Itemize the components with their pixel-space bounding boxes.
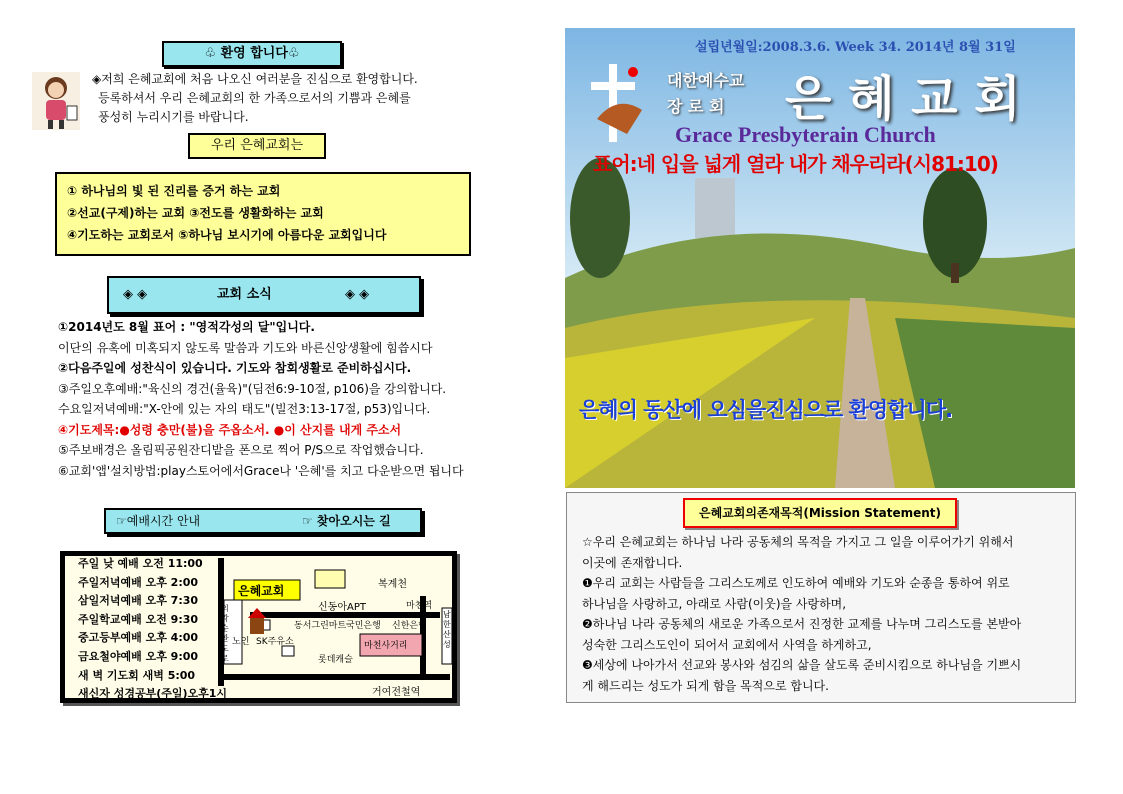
map-label: 마천사거리 (364, 641, 408, 651)
map-label: 국민은행 (346, 621, 381, 631)
mission-line: ❸세상에 나아가서 선교와 봉사와 섬김의 삶을 살도록 준비시킴으로 하나님을 기쁘시 (582, 658, 1022, 672)
news-item: 수요일저녁예배:"X-안에 있는 자의 태도"(빌전3:13-17절, p53)입니다. (58, 402, 431, 416)
mission-line: 하나님을 사랑하고, 아래로 사람(이웃)을 사랑하며, (582, 596, 847, 611)
cover-image (565, 28, 1075, 488)
welcome-text (92, 70, 418, 127)
worship-times-label: ☞예배시간 안내 (116, 514, 201, 528)
schedule-row: 주일저녁예배 오후 2:00 (78, 575, 199, 589)
schedule-row: 삼일저녁예배 오후 7:30 (78, 594, 199, 608)
news-item: ⑥교회'앱'설치방법:play스토어에서Grace나 '은혜'를 치고 다운받으면 됩니다 (58, 463, 464, 478)
value-item: ④기도하는 교회로서 ⑤하나님 보시기에 아름다운 교회입니다 (67, 228, 387, 242)
mission-line: ❷하나님 나라 공동체의 새로운 가족으로서 진정한 교제를 나누며 그리스도를 본받아 (582, 617, 1022, 631)
church-values-box (55, 172, 471, 256)
map-label: 신한은행 (392, 621, 427, 631)
map-label: 남한산성 (443, 610, 451, 649)
news-item: 이단의 유혹에 미혹되지 않도록 말씀과 기도와 바른신앙생활에 힘씁시다 (58, 340, 433, 355)
news-item: ③주일오후예배:"육신의 경건(율육)"(딤전6:9-10절, p106)을 강의합니다. (58, 381, 447, 396)
map-label-church: 은혜교회 (238, 584, 285, 598)
welcome-line: 풍성히 누리시기를 바랍니다. (98, 110, 249, 124)
avatar (32, 72, 80, 130)
denomination-line: 장 로 회 (667, 97, 725, 116)
map-label: 신동아APT (318, 602, 366, 613)
diamond-icon: ◈ ◈ (123, 287, 148, 302)
diamond-icon: ◈ ◈ (345, 287, 370, 302)
map-label: 거여전철역 (372, 687, 421, 698)
news-title-text: 교회 소식 (217, 287, 272, 302)
schedule-row: 금요철야예배 오후 9:00 (78, 649, 199, 663)
mission-line: 성숙한 그리스도인이 되어서 교회에서 사역을 하게하고, (582, 637, 872, 652)
map-label: 롯데캐슬 (318, 655, 353, 665)
mission-line: 이곳에 존재합니다. (582, 555, 683, 570)
news-item: ②다음주일에 성찬식이 있습니다. 기도와 참회생활로 준비하십시다. (58, 361, 412, 375)
church-name: 은 혜 교 회 (785, 71, 1021, 127)
map-label: 동서그린마트 (294, 621, 347, 631)
mission-title: 은혜교회의존재목적(Mission Statement) (683, 498, 957, 528)
map-label: 외곽순환도로 (221, 604, 229, 663)
cover-welcome: 은혜의 동산에 오심을진심으로 환영합니다. (579, 398, 953, 422)
value-item: ① 하나님의 빛 된 진리를 증거 하는 교회 (67, 184, 281, 198)
directions-label: ☞ 찾아오시는 길 (302, 514, 391, 528)
news-list (58, 317, 464, 481)
schedule-row: 새신자 성경공부(주일)오후1시 (78, 687, 228, 701)
church-section-title: 우리 은혜교회는 (188, 133, 326, 159)
worship-header (104, 508, 422, 534)
cross-bible-logo (587, 64, 647, 144)
news-item: ①2014년도 8월 표어 : "영적각성의 달"입니다. (58, 320, 315, 334)
value-item: ②선교(구제)하는 교회 ③전도를 생활화하는 교회 (67, 206, 324, 220)
cover-motto: 표어:네 입을 넓게 열라 내가 채우리라(시81:10) (593, 152, 998, 176)
welcome-line: ◈저희 은혜교회에 처음 나오신 여러분을 진심으로 환영합니다. (92, 72, 418, 86)
news-item-prayer: ④기도제목:●성령 충만(불)을 주옵소서. ●이 산지를 내게 주소서 (58, 422, 402, 437)
welcome-title: ♧ 환영 합니다♧ (162, 41, 342, 67)
map-label: SK주유소 (256, 637, 294, 647)
map-label: 마천역 (406, 601, 433, 611)
denomination-line: 대한예수교 (667, 71, 745, 90)
mission-line: ☆우리 은혜교회는 하나님 나라 공동체의 목적을 가지고 그 일을 이루어가기 위해서 (582, 535, 1014, 549)
schedule-row: 중고등부예배 오후 4:00 (78, 631, 199, 645)
mission-line: ❶우리 교회는 사람들을 그리스도께로 인도하여 예배와 기도와 순종을 통하여 위로 (582, 576, 1010, 590)
english-name: Grace Presbyterain Church (675, 122, 936, 147)
worship-schedule (78, 555, 227, 704)
news-title (107, 276, 421, 314)
schedule-row: 주일학교예배 오전 9:30 (78, 612, 199, 626)
cover-date: 설립년월일:2008.3.6. Week 34. 2014년 8월 31일 (695, 40, 1016, 55)
map-label: 복계천 (378, 579, 407, 590)
welcome-line: 등록하셔서 우리 은혜교회의 한 가족으로서의 기쁨과 은혜를 (98, 91, 411, 105)
mission-line: 게 해드리는 성도가 되게 함을 목적으로 합니다. (582, 678, 829, 693)
mission-text (582, 532, 1021, 696)
map-label: 노인 (232, 637, 250, 647)
schedule-row: 새 벽 기도회 새벽 5:00 (78, 668, 196, 682)
news-item: ⑤주보배경은 올림픽공원잔디밭을 폰으로 찍어 P/S으로 작업했습니다. (58, 443, 424, 457)
schedule-row: 주일 낮 예배 오전 11:00 (78, 557, 203, 570)
